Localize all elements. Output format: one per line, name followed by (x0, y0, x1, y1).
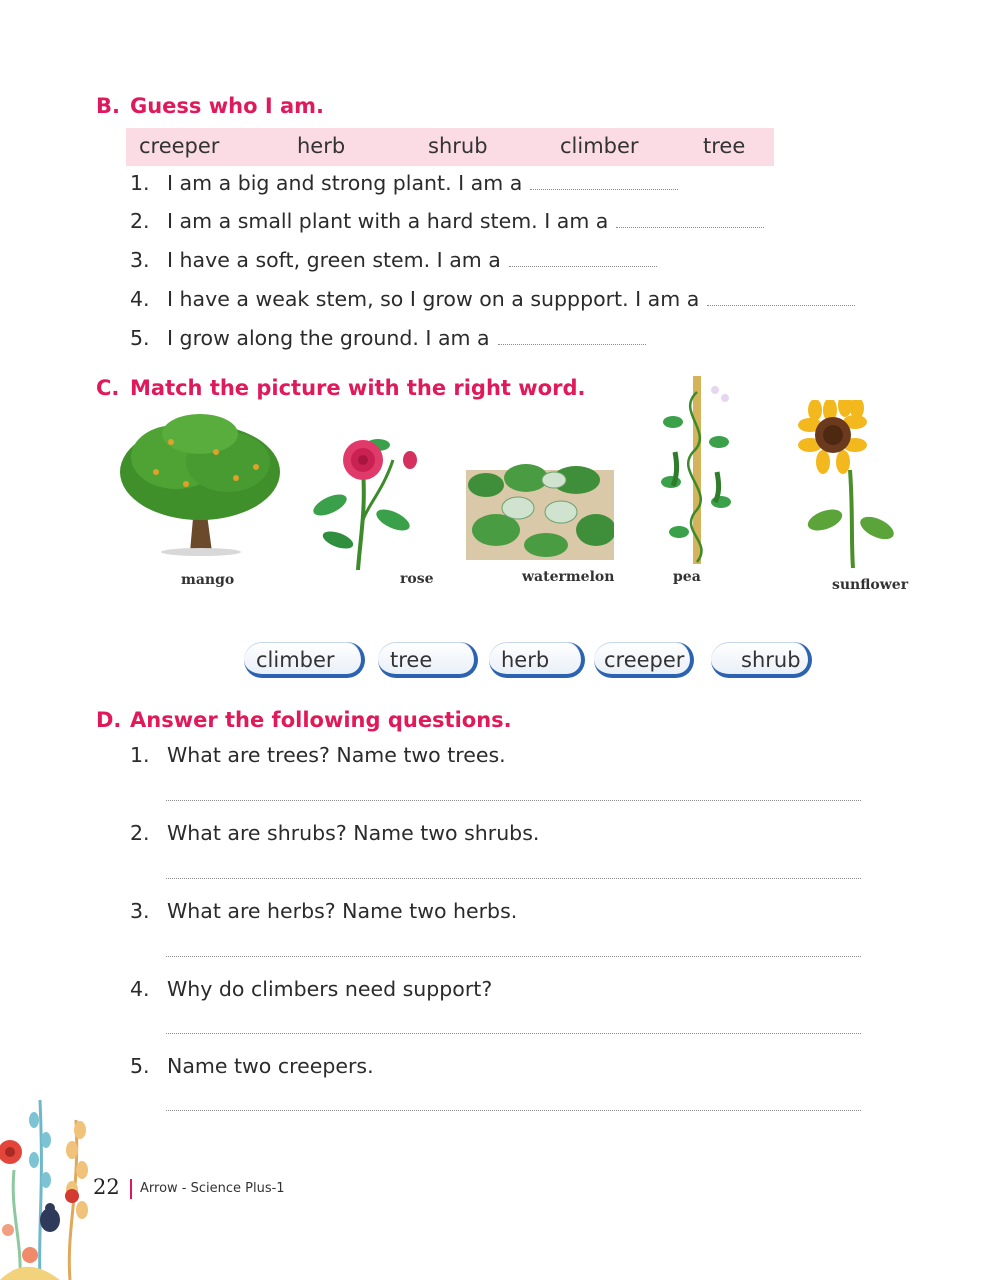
answer-line[interactable] (166, 878, 861, 879)
question-number: 3. (130, 899, 150, 923)
answer-blank[interactable] (530, 188, 678, 190)
picture-label-rose: rose (400, 571, 434, 587)
question-text: I am a small plant with a hard stem. I am a (167, 209, 609, 233)
answer-blank[interactable] (707, 304, 855, 306)
section-c-heading (96, 376, 585, 400)
section-c-letter: C. (96, 376, 120, 400)
question-number: 1. (130, 171, 150, 195)
match-option-shrub[interactable]: shrub (711, 642, 812, 678)
book-title: Arrow - Science Plus-1 (140, 1181, 285, 1196)
word-bank-item: creeper (139, 134, 220, 158)
question-text: What are herbs? Name two herbs. (167, 899, 518, 923)
pea-climber-illustration (655, 372, 745, 566)
word-bank-item: herb (297, 134, 346, 158)
mango-tree-illustration (116, 412, 284, 557)
question-text: Why do climbers need support? (167, 977, 493, 1001)
answer-line[interactable] (166, 1110, 861, 1111)
question-d2 (130, 821, 539, 845)
answer-line[interactable] (166, 956, 861, 957)
section-d-heading (96, 708, 512, 732)
question-number: 2. (130, 209, 150, 233)
match-option-tree[interactable]: tree (378, 642, 478, 678)
question-text: I have a weak stem, so I grow on a suppport. I am a (167, 287, 700, 311)
question-d3 (130, 899, 517, 923)
question-number: 3. (130, 248, 150, 272)
section-d-letter: D. (96, 708, 122, 732)
watermelon-illustration (466, 450, 614, 560)
answer-line[interactable] (166, 1033, 861, 1034)
picture-label-watermelon: watermelon (522, 569, 615, 585)
question-text: What are shrubs? Name two shrubs. (167, 821, 540, 845)
question-d1 (130, 743, 506, 767)
picture-label-pea: pea (673, 569, 701, 585)
footer-divider (130, 1179, 132, 1199)
match-option-climber[interactable]: climber (244, 642, 365, 678)
section-b-heading (96, 94, 324, 118)
question-b3 (130, 248, 657, 272)
answer-blank[interactable] (616, 226, 764, 228)
question-text: I have a soft, green stem. I am a (167, 248, 501, 272)
question-number: 1. (130, 743, 150, 767)
question-text: I grow along the ground. I am a (167, 326, 490, 350)
section-b-letter: B. (96, 94, 120, 118)
rose-illustration (308, 430, 423, 570)
match-option-herb[interactable]: herb (489, 642, 585, 678)
question-text: What are trees? Name two trees. (167, 743, 506, 767)
word-bank-item: climber (560, 134, 639, 158)
word-bank-item: shrub (428, 134, 488, 158)
picture-label-mango: mango (181, 572, 235, 588)
section-b-title: Guess who I am. (130, 94, 324, 118)
question-b2 (130, 209, 764, 233)
question-d5 (130, 1054, 374, 1078)
question-d4 (130, 977, 492, 1001)
answer-blank[interactable] (509, 265, 657, 267)
answer-line[interactable] (166, 800, 861, 801)
picture-label-sunflower: sunflower (832, 577, 909, 593)
match-option-creeper[interactable]: creeper (594, 642, 694, 678)
page-number: 22 (93, 1175, 120, 1199)
question-number: 5. (130, 1054, 150, 1078)
section-c-title: Match the picture with the right word. (130, 376, 586, 400)
word-bank (126, 128, 774, 166)
answer-blank[interactable] (498, 343, 646, 345)
sunflower-illustration (795, 400, 900, 570)
question-text: I am a big and strong plant. I am a (167, 171, 523, 195)
word-bank-item: tree (703, 134, 746, 158)
question-number: 2. (130, 821, 150, 845)
section-d-title: Answer the following questions. (130, 708, 512, 732)
question-number: 5. (130, 326, 150, 350)
question-text: Name two creepers. (167, 1054, 374, 1078)
question-b4 (130, 287, 855, 311)
question-number: 4. (130, 287, 150, 311)
question-b5 (130, 326, 646, 350)
question-b1 (130, 171, 678, 195)
question-number: 4. (130, 977, 150, 1001)
